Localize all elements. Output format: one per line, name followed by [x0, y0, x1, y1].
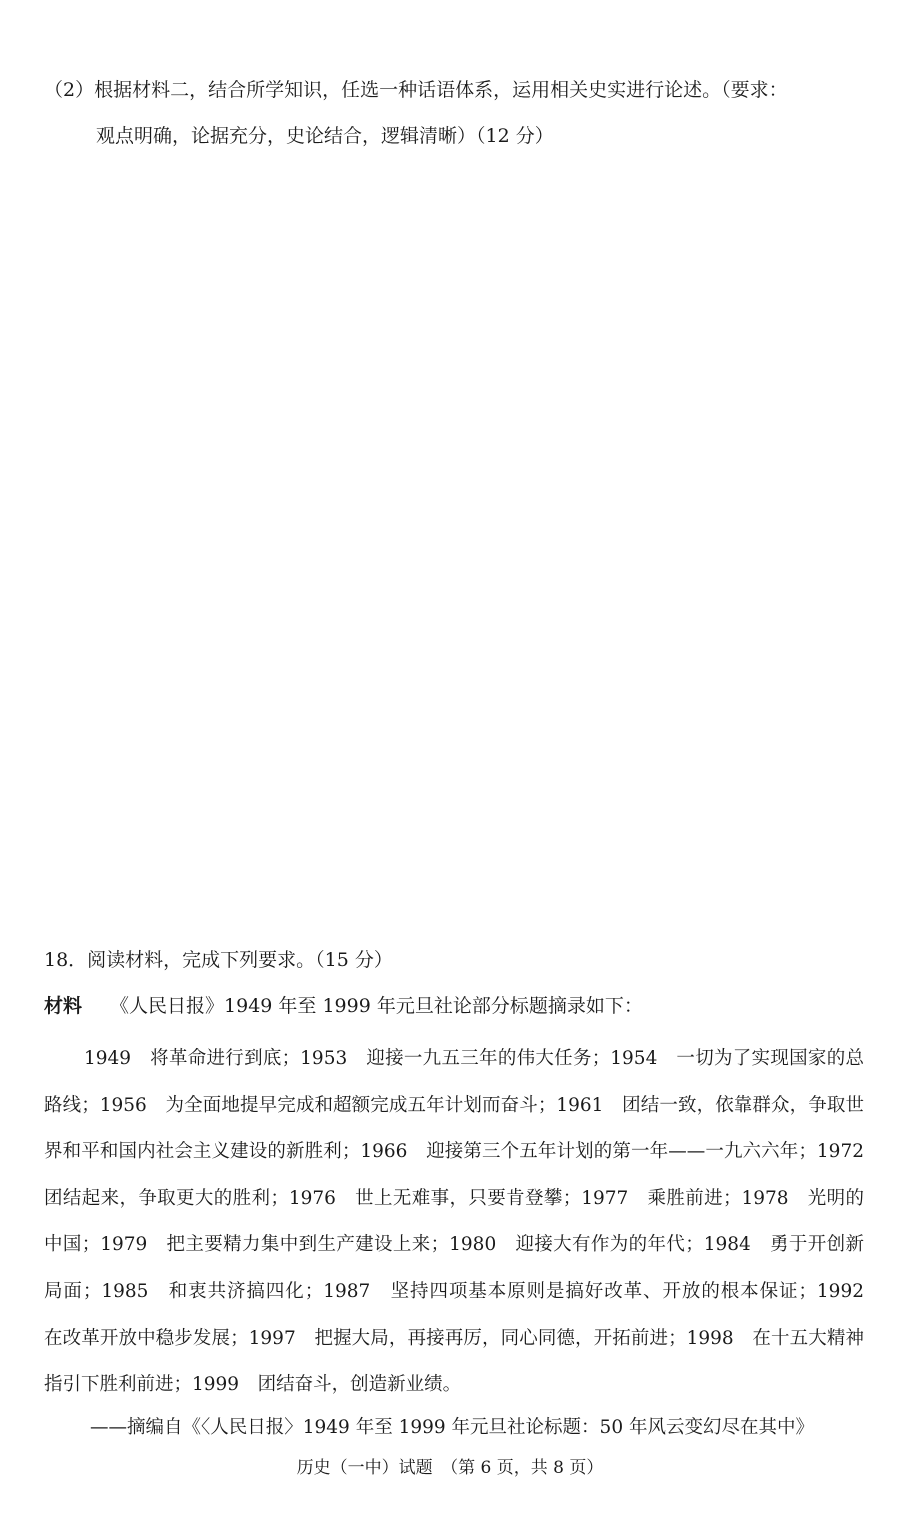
material-intro: 《人民日报》1949 年至 1999 年元旦社论部分标题摘录如下： [110, 995, 643, 1017]
page-footer: 历史（一中）试题 （第 6 页，共 8 页） [296, 1458, 604, 1478]
material-label: 材料 [44, 995, 83, 1017]
material-source: ——摘编自《〈人民日报〉1949 年至 1999 年元旦社论标题：50 年风云变幻尽在其中》 [90, 1417, 814, 1438]
material-body: 1949 将革命进行到底；1953 迎接一九五三年的伟大任务；1954 一切为了实现国家的总路线；1956 为全面地提早完成和超额完成五年计划而奋斗；1961 团结一致，依靠群众，争取世界和平和国内社会主义建设的新胜利；1966 迎接第三个五年计划的第一年——一九六六年；1972 团结起来，争取更大的胜利；1976 世上无难事，只要肯登攀；1977 乘胜前进；1978 光明的中国；1979 把主要精力集中到生产建设上来；1980 迎接大有作为的年代；1984 勇于开创新局面；1985 和衷共济搞四化；1987 坚持四项基本原则是搞好改革、开放的根本保证；1992 在改革开放中稳步发展；1997 把握大局，再接再厉，同心同德，开拓前进；1998 在十五大精神指引下胜利前进；1999 团结奋斗，创造新业绩。 [44, 1048, 883, 1396]
material-intro-line [44, 994, 643, 1018]
question-18-heading: 18．阅读材料，完成下列要求。（15 分） [44, 949, 393, 971]
question-2-prompt-line1: （2）根据材料二，结合所学知识，任选一种话语体系，运用相关史实进行论述。（要求： [44, 79, 788, 101]
question-2-prompt-line2: 观点明确，论据充分，史论结合，逻辑清晰）（12 分） [96, 125, 554, 147]
